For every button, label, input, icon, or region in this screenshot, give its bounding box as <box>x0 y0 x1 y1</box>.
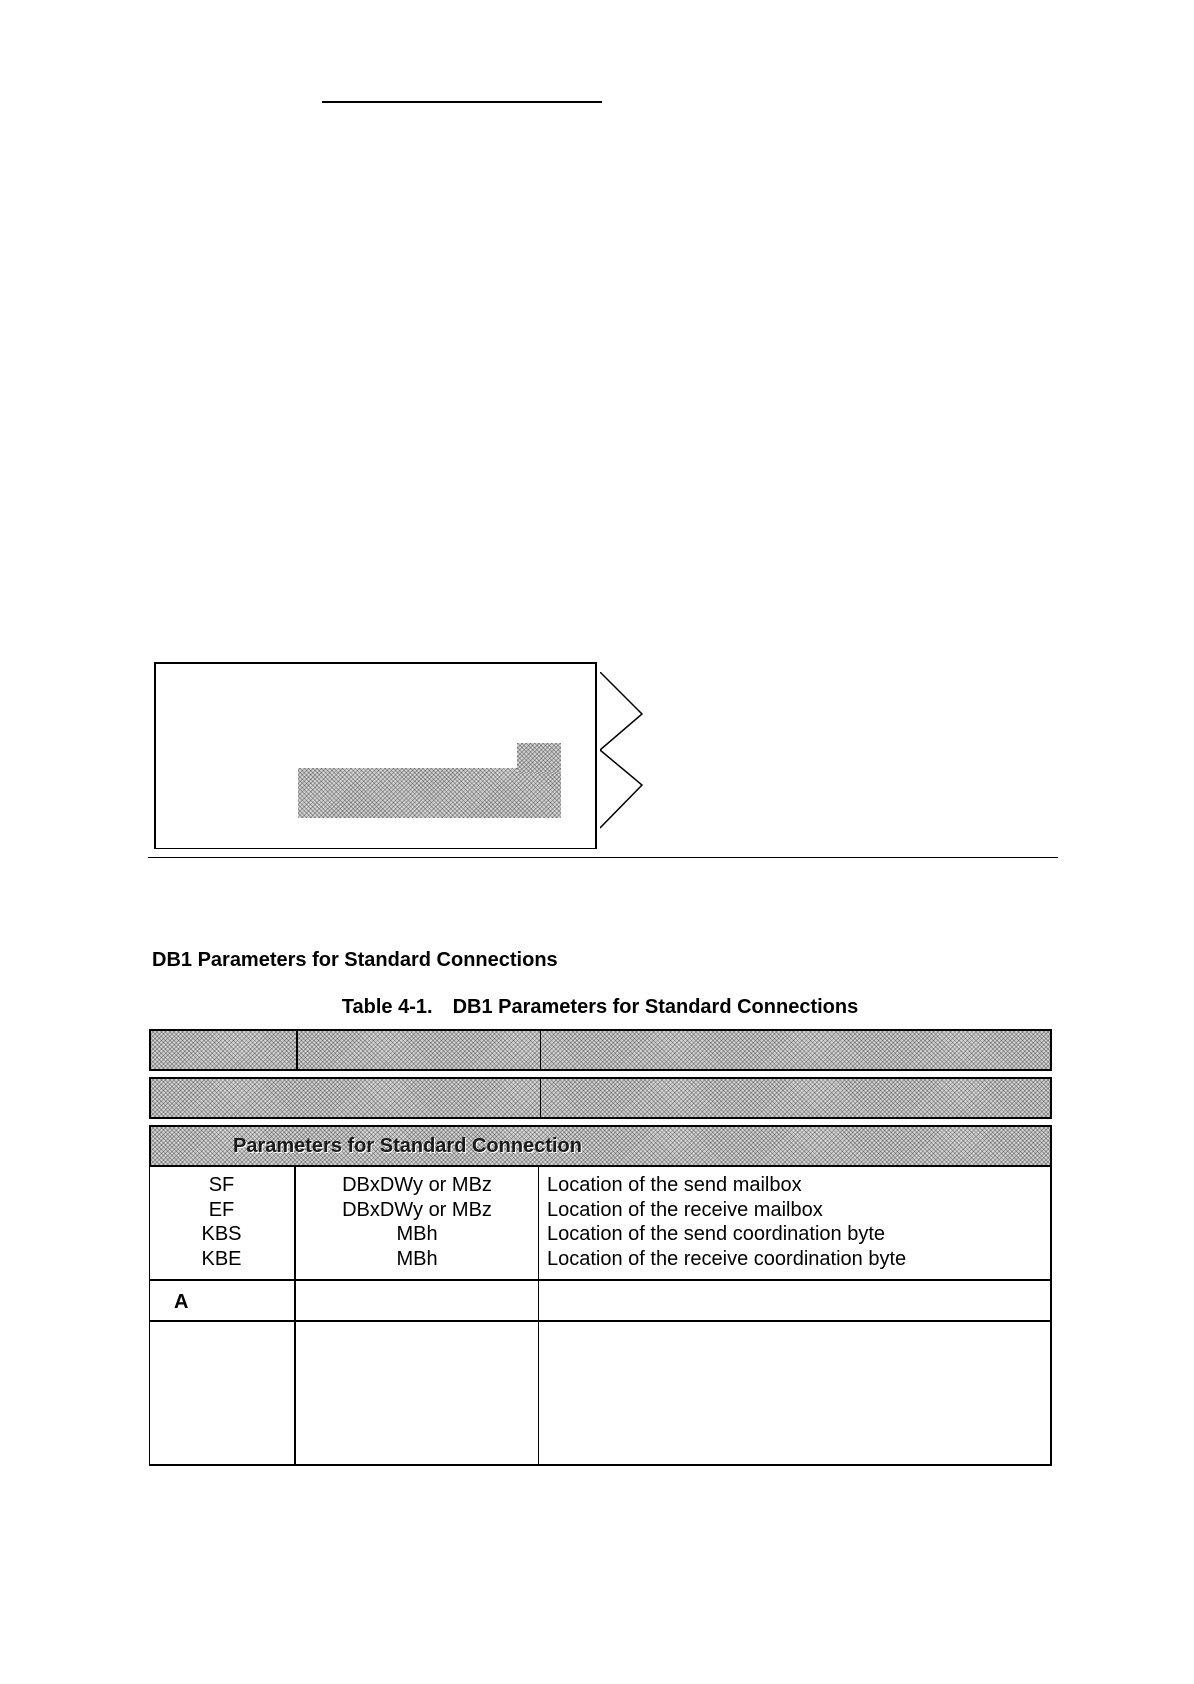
figure-shaded-tab <box>517 743 561 773</box>
description-cell: Location of the receive coordination byte <box>547 1247 907 1270</box>
param-column <box>149 1173 294 1271</box>
description-column <box>547 1173 1047 1271</box>
description-cell: Location of the send coordination byte <box>547 1223 886 1245</box>
table-caption-title: DB1 Parameters for Standard Connections <box>452 996 859 1018</box>
figure-brace-icon <box>600 672 648 829</box>
section-rule <box>148 857 1058 858</box>
header-rule <box>322 101 602 103</box>
table-header-row-1 <box>149 1029 1052 1071</box>
param-cell: SF <box>208 1174 235 1196</box>
value-cell: DBxDWy or MBz <box>342 1198 492 1221</box>
param-cell: KBS <box>201 1223 242 1245</box>
value-cell: DBxDWy or MBz <box>342 1174 492 1196</box>
row-label-a: A <box>174 1291 189 1313</box>
table-header-row-2 <box>149 1077 1052 1119</box>
section-heading: DB1 Parameters for Standard Connections <box>152 949 558 971</box>
figure-shaded-block <box>298 768 561 818</box>
value-cell: MBh <box>396 1223 438 1245</box>
description-cell: Location of the send mailbox <box>547 1174 802 1196</box>
value-cell: MBh <box>396 1247 438 1270</box>
table-group-header <box>149 1125 1052 1167</box>
table-body <box>149 1167 1052 1466</box>
group-header-label: Parameters for Standard Connection <box>233 1135 582 1157</box>
table-caption <box>0 996 1194 1019</box>
param-cell: EF <box>208 1198 235 1221</box>
value-column <box>296 1173 538 1271</box>
table-caption-number: Table 4-1. <box>341 996 433 1018</box>
param-cell: KBE <box>201 1247 242 1270</box>
description-cell: Location of the receive mailbox <box>547 1198 823 1221</box>
